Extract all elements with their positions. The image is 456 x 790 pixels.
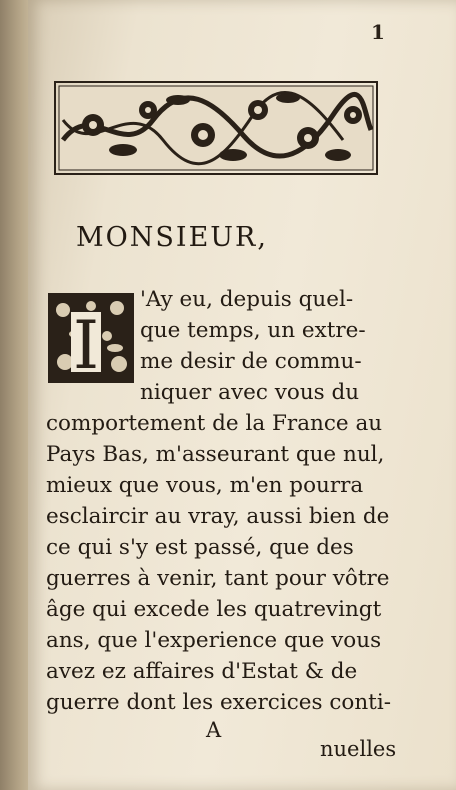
text-line: comportement de la France au xyxy=(46,411,383,436)
text-line: que temps, un extre- xyxy=(140,318,366,343)
text-line: guerres à venir, tant pour vôtre xyxy=(46,566,390,591)
floral-headpiece-ornament xyxy=(53,80,379,176)
decorated-dropcap xyxy=(47,292,135,384)
text-line: Pays Bas, m'asseurant que nul, xyxy=(46,442,385,467)
signature-mark: A xyxy=(206,718,223,742)
text-line: esclaircir au vray, aussi bien de xyxy=(46,504,390,529)
text-line: ce qui s'y est passé, que des xyxy=(46,535,354,560)
salutation-heading: MONSIEUR, xyxy=(76,222,268,253)
text-line: 'Ay eu, depuis quel- xyxy=(140,287,354,312)
text-line: guerre dont les exercices conti- xyxy=(46,690,391,715)
catchword: nuelles xyxy=(320,737,397,761)
text-line: âge qui excede les quatrevingt xyxy=(46,597,382,622)
text-line: avez ez affaires d'Estat & de xyxy=(46,659,358,684)
page-number: 1 xyxy=(371,20,385,44)
text-line: niquer avec vous du xyxy=(140,380,360,405)
text-line: me desir de commu- xyxy=(140,349,362,374)
text-line: mieux que vous, m'en pourra xyxy=(46,473,364,498)
text-line: ans, que l'experience que vous xyxy=(46,628,382,653)
dropcap-letter: I xyxy=(72,307,100,384)
